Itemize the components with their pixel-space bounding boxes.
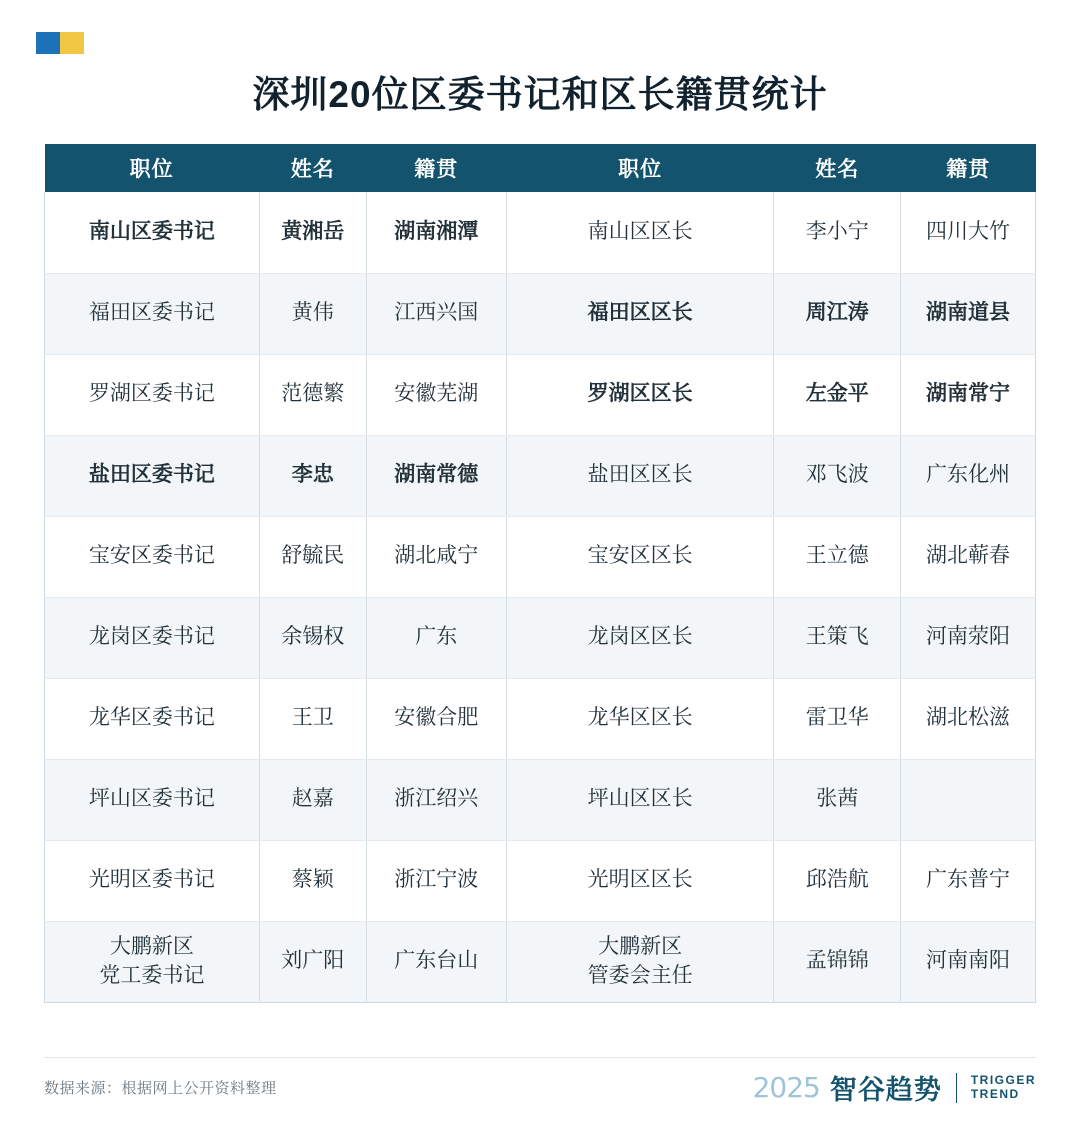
table-cell: 罗湖区区长 bbox=[506, 354, 774, 435]
table-cell: 湖北咸宁 bbox=[366, 516, 506, 597]
table-cell: 南山区区长 bbox=[506, 192, 774, 273]
table-cell: 湖北蕲春 bbox=[901, 516, 1036, 597]
table-cell: 浙江宁波 bbox=[366, 840, 506, 921]
brand-divider bbox=[956, 1073, 957, 1103]
table-cell: 龙华区区长 bbox=[506, 678, 774, 759]
table-body bbox=[45, 192, 1036, 1002]
column-header-position-1: 职位 bbox=[45, 144, 260, 192]
table-row bbox=[45, 597, 1036, 678]
table-cell: 王卫 bbox=[259, 678, 366, 759]
column-header-origin-1: 籍贯 bbox=[366, 144, 506, 192]
table-cell: 左金平 bbox=[774, 354, 901, 435]
table-cell: 李忠 bbox=[259, 435, 366, 516]
table-cell: 孟锦锦 bbox=[774, 921, 901, 1002]
data-source-note: 数据来源：根据网上公开资料整理 bbox=[44, 1080, 277, 1097]
brand-name-en bbox=[971, 1074, 1036, 1102]
table-cell: 王立德 bbox=[774, 516, 901, 597]
table-cell: 湖北松滋 bbox=[901, 678, 1036, 759]
table-cell: 湖南道县 bbox=[901, 273, 1036, 354]
table-cell: 坪山区委书记 bbox=[45, 759, 260, 840]
table-cell: 大鹏新区 党工委书记 bbox=[45, 921, 260, 1002]
table-cell: 舒毓民 bbox=[259, 516, 366, 597]
table-cell: 刘广阳 bbox=[259, 921, 366, 1002]
table-cell: 江西兴国 bbox=[366, 273, 506, 354]
brand-en-line1: TRIGGER bbox=[970, 1072, 1036, 1087]
table-cell: 龙岗区区长 bbox=[506, 597, 774, 678]
table-cell: 浙江绍兴 bbox=[366, 759, 506, 840]
brand-name: 智谷趋势 bbox=[829, 1075, 942, 1105]
table-row bbox=[45, 516, 1036, 597]
table-cell: 安徽芜湖 bbox=[366, 354, 506, 435]
brand-year: 2025 bbox=[752, 1071, 820, 1104]
table-header bbox=[45, 144, 1036, 192]
table-cell: 福田区委书记 bbox=[45, 273, 260, 354]
table-cell bbox=[901, 759, 1036, 840]
table-cell: 湖南湘潭 bbox=[366, 192, 506, 273]
table-cell: 安徽合肥 bbox=[366, 678, 506, 759]
table-row bbox=[45, 354, 1036, 435]
table-header-row bbox=[45, 144, 1036, 192]
table-cell: 罗湖区委书记 bbox=[45, 354, 260, 435]
table-cell: 张茜 bbox=[774, 759, 901, 840]
table-cell: 范德繁 bbox=[259, 354, 366, 435]
table-cell: 龙华区委书记 bbox=[45, 678, 260, 759]
table-row bbox=[45, 759, 1036, 840]
table-row bbox=[45, 192, 1036, 273]
table-cell: 蔡颖 bbox=[259, 840, 366, 921]
table-cell: 广东普宁 bbox=[901, 840, 1036, 921]
table-cell: 龙岗区委书记 bbox=[45, 597, 260, 678]
table-cell: 四川大竹 bbox=[901, 192, 1036, 273]
column-header-name-2: 姓名 bbox=[774, 144, 901, 192]
column-header-position-2: 职位 bbox=[506, 144, 774, 192]
page-title: 深圳20位区委书记和区长籍贯统计 bbox=[252, 74, 828, 115]
table-cell: 坪山区区长 bbox=[506, 759, 774, 840]
stats-table-container bbox=[44, 144, 1036, 1003]
table-cell: 李小宁 bbox=[774, 192, 901, 273]
table-row bbox=[45, 435, 1036, 516]
column-header-name-1: 姓名 bbox=[259, 144, 366, 192]
brand-logo-icon bbox=[36, 32, 84, 54]
table-cell: 光明区委书记 bbox=[45, 840, 260, 921]
logo-bar-yellow bbox=[60, 32, 84, 54]
table-row bbox=[45, 840, 1036, 921]
table-cell: 湖南常宁 bbox=[901, 354, 1036, 435]
table-cell: 宝安区委书记 bbox=[45, 516, 260, 597]
stats-table bbox=[44, 144, 1036, 1003]
column-header-origin-2: 籍贯 bbox=[901, 144, 1036, 192]
table-cell: 广东化州 bbox=[901, 435, 1036, 516]
table-row bbox=[45, 273, 1036, 354]
table-cell: 盐田区区长 bbox=[506, 435, 774, 516]
brand-signature bbox=[753, 1068, 1036, 1107]
table-cell: 邱浩航 bbox=[774, 840, 901, 921]
table-row bbox=[45, 921, 1036, 1002]
table-cell: 雷卫华 bbox=[774, 678, 901, 759]
table-cell: 赵嘉 bbox=[259, 759, 366, 840]
brand-en-line2: TREND bbox=[970, 1086, 1020, 1101]
table-cell: 河南南阳 bbox=[901, 921, 1036, 1002]
table-cell: 广东 bbox=[366, 597, 506, 678]
table-cell: 黄伟 bbox=[259, 273, 366, 354]
table-cell: 光明区区长 bbox=[506, 840, 774, 921]
table-cell: 大鹏新区 管委会主任 bbox=[506, 921, 774, 1002]
table-cell: 南山区委书记 bbox=[45, 192, 260, 273]
table-cell: 宝安区区长 bbox=[506, 516, 774, 597]
table-cell: 广东台山 bbox=[366, 921, 506, 1002]
logo-bar-blue bbox=[36, 32, 60, 54]
table-cell: 周江涛 bbox=[774, 273, 901, 354]
table-cell: 黄湘岳 bbox=[259, 192, 366, 273]
table-cell: 福田区区长 bbox=[506, 273, 774, 354]
table-cell: 余锡权 bbox=[259, 597, 366, 678]
table-cell: 盐田区委书记 bbox=[45, 435, 260, 516]
table-cell: 湖南常德 bbox=[366, 435, 506, 516]
table-row bbox=[45, 678, 1036, 759]
footer bbox=[44, 1057, 1036, 1117]
table-cell: 邓飞波 bbox=[774, 435, 901, 516]
table-cell: 王策飞 bbox=[774, 597, 901, 678]
table-cell: 河南荥阳 bbox=[901, 597, 1036, 678]
